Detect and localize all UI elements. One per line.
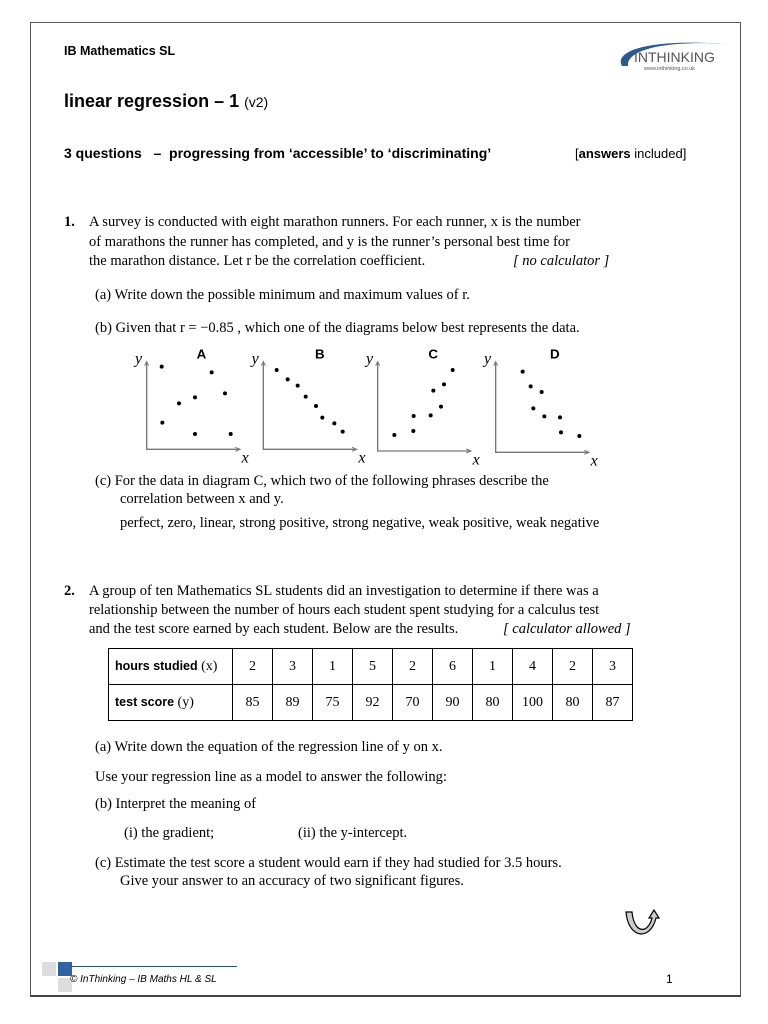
q2-line: and the test score earned by each student. Below are the results. bbox=[89, 621, 459, 637]
diagram-label: A bbox=[196, 346, 207, 362]
data-point bbox=[577, 434, 581, 438]
diagram-label: B bbox=[315, 346, 325, 362]
table-cell: 1 bbox=[473, 649, 513, 685]
q2-line: relationship between the number of hours each student spent studying for a calculus test bbox=[89, 602, 600, 618]
answers-note: [answers included] bbox=[575, 146, 687, 161]
page-number: 1 bbox=[666, 972, 673, 986]
q2-part-c: Give your answer to an accuracy of two significant figures. bbox=[120, 873, 464, 889]
data-point bbox=[442, 382, 446, 386]
q1-part-b: (b) Given that r = −0.85 , which one of the diagrams below best represents the data. bbox=[95, 320, 580, 336]
table-cell: 80 bbox=[473, 685, 513, 721]
data-point bbox=[542, 414, 546, 418]
page-title: linear regression – 1 (v2) bbox=[64, 91, 269, 111]
table-cell: 5 bbox=[353, 649, 393, 685]
table-cell: 2 bbox=[553, 649, 593, 685]
table-cell: 90 bbox=[433, 685, 473, 721]
svg-text:INTHINKING: INTHINKING bbox=[634, 49, 715, 65]
table-cell: 6 bbox=[433, 649, 473, 685]
data-point bbox=[320, 416, 324, 420]
axes bbox=[263, 362, 356, 450]
data-point bbox=[429, 413, 433, 417]
table-cell: 92 bbox=[353, 685, 393, 721]
q2-part-b: (b) Interpret the meaning of bbox=[95, 796, 257, 812]
turn-over-arrow-icon bbox=[624, 908, 664, 940]
table-cell: 89 bbox=[273, 685, 313, 721]
axis-arrows bbox=[376, 362, 471, 453]
data-point bbox=[431, 389, 435, 393]
data-point bbox=[229, 432, 233, 436]
x-axis-label: x bbox=[241, 449, 249, 467]
table-cell: 3 bbox=[273, 649, 313, 685]
table-row bbox=[109, 685, 633, 721]
table-cell: 75 bbox=[313, 685, 353, 721]
diagram-label: D bbox=[550, 346, 560, 362]
diagram-label: C bbox=[428, 346, 438, 362]
axes bbox=[147, 362, 240, 450]
data-point bbox=[160, 421, 164, 425]
axes bbox=[496, 362, 589, 453]
axis-arrows bbox=[494, 362, 589, 455]
q1-part-c: (c) For the data in diagram C, which two of the following phrases describe the bbox=[95, 473, 549, 489]
subtitle: 3 questions – progressing from ‘accessible’ to ‘discriminating’ bbox=[64, 145, 492, 161]
footer-rule bbox=[70, 966, 237, 967]
data-point bbox=[540, 390, 544, 394]
table-cell: 85 bbox=[233, 685, 273, 721]
footer-copyright: © InThinking – IB Maths HL & SL bbox=[70, 974, 217, 985]
footer-square bbox=[42, 962, 56, 976]
data-point bbox=[193, 395, 197, 399]
data-point bbox=[160, 365, 164, 369]
y-axis-label: y bbox=[135, 350, 143, 368]
data-point bbox=[439, 405, 443, 409]
table-cell: 1 bbox=[313, 649, 353, 685]
data-point bbox=[412, 414, 416, 418]
table-cell: 70 bbox=[393, 685, 433, 721]
q1-phrases: perfect, zero, linear, strong positive, strong negative, weak positive, weak negative bbox=[120, 515, 600, 531]
q1-calculator-note: [ no calculator ] bbox=[513, 253, 610, 269]
table-cell: 3 bbox=[593, 649, 633, 685]
q2-number: 2. bbox=[64, 583, 75, 599]
q2-model-note: Use your regression line as a model to answer the following: bbox=[95, 769, 447, 785]
data-point bbox=[451, 368, 455, 372]
data-point bbox=[411, 429, 415, 433]
table-cell: 100 bbox=[513, 685, 553, 721]
q1-line: A survey is conducted with eight marathon runners. For each runner, x is the number bbox=[89, 214, 581, 230]
q2-line: A group of ten Mathematics SL students did an investigation to determine if there was a bbox=[89, 583, 599, 599]
data-point bbox=[304, 395, 308, 399]
table-cell: 87 bbox=[593, 685, 633, 721]
axes bbox=[378, 362, 471, 451]
svg-text:www.inthinking.co.uk: www.inthinking.co.uk bbox=[644, 66, 696, 72]
q2-part-b-ii: (ii) the y-intercept. bbox=[298, 825, 408, 841]
table-cell: 4 bbox=[513, 649, 553, 685]
axis-arrows bbox=[145, 362, 240, 452]
y-axis-label: y bbox=[366, 350, 374, 368]
data-point bbox=[521, 370, 525, 374]
q1-part-a: (a) Write down the possible minimum and maximum values of r. bbox=[95, 287, 470, 303]
data-table bbox=[108, 648, 633, 721]
data-point bbox=[558, 415, 562, 419]
x-axis-label: x bbox=[358, 449, 366, 467]
inthinking-logo bbox=[604, 32, 734, 72]
row-header: hours studied (x) bbox=[109, 649, 233, 685]
q2-part-c: (c) Estimate the test score a student would earn if they had studied for 3.5 hours. bbox=[95, 855, 562, 871]
data-point bbox=[193, 432, 197, 436]
course-header: IB Mathematics SL bbox=[64, 44, 176, 58]
table-row bbox=[109, 649, 633, 685]
data-point bbox=[286, 377, 290, 381]
data-point bbox=[296, 384, 300, 388]
data-point bbox=[341, 430, 345, 434]
row-header: test score (y) bbox=[109, 685, 233, 721]
data-point bbox=[392, 433, 396, 437]
q1-number: 1. bbox=[64, 214, 75, 230]
q1-line: the marathon distance. Let r be the correlation coefficient. bbox=[89, 253, 426, 269]
data-point bbox=[275, 368, 279, 372]
data-point bbox=[529, 384, 533, 388]
table-cell: 2 bbox=[393, 649, 433, 685]
data-point bbox=[223, 391, 227, 395]
q2-part-a: (a) Write down the equation of the regression line of y on x. bbox=[95, 739, 443, 755]
data-point bbox=[332, 421, 336, 425]
scatter-diagrams bbox=[120, 340, 620, 470]
data-point bbox=[210, 370, 214, 374]
axis-arrows bbox=[261, 362, 356, 452]
x-axis-label: x bbox=[590, 452, 598, 470]
y-axis-label: y bbox=[484, 350, 492, 368]
table-cell: 2 bbox=[233, 649, 273, 685]
q2-part-b-i: (i) the gradient; bbox=[124, 825, 215, 841]
q1-part-c: correlation between x and y. bbox=[120, 491, 284, 507]
y-axis-label: y bbox=[251, 350, 259, 368]
q1-line: of marathons the runner has completed, and y is the runner’s personal best time for bbox=[89, 234, 570, 250]
data-point bbox=[531, 406, 535, 410]
data-point bbox=[559, 430, 563, 434]
page-border bbox=[30, 22, 741, 997]
table-cell: 80 bbox=[553, 685, 593, 721]
x-axis-label: x bbox=[472, 451, 480, 469]
data-point bbox=[314, 404, 318, 408]
q2-calculator-note: [ calculator allowed ] bbox=[503, 621, 631, 637]
data-point bbox=[177, 401, 181, 405]
